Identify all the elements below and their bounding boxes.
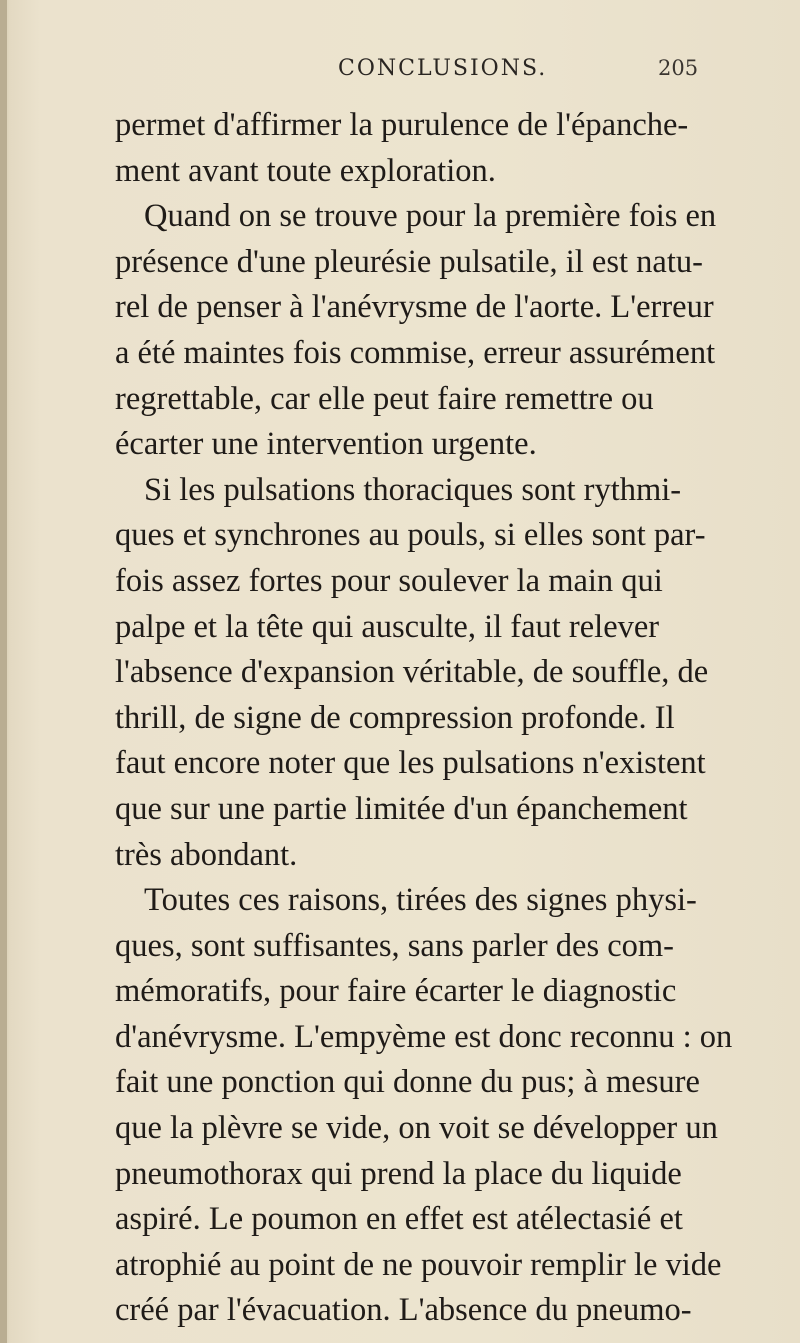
page-header bbox=[0, 56, 800, 90]
text-line: créé par l'évacuation. L'absence du pneumo- bbox=[115, 1292, 692, 1329]
text-line: pneumothorax qui prend la place du liquide bbox=[115, 1155, 682, 1192]
text-line: que sur une partie limitée d'un épanchement bbox=[115, 790, 688, 827]
text-line: ques, sont suffisantes, sans parler des com- bbox=[115, 927, 675, 964]
text-line: faut encore noter que les pulsations n'existent bbox=[115, 745, 706, 782]
text-line: palpe et la tête qui ausculte, il faut relever bbox=[115, 608, 660, 645]
text-line: fois assez fortes pour soulever la main qui bbox=[115, 562, 663, 599]
text-line: fait une ponction qui donne du pus; à mesure bbox=[115, 1064, 700, 1101]
text-line: aspiré. Le poumon en effet est atélectasié et bbox=[115, 1201, 683, 1238]
page-binding-edge bbox=[0, 0, 7, 1343]
text-line: d'anévrysme. L'empyème est donc reconnu : on bbox=[115, 1018, 733, 1055]
text-line: Si les pulsations thoraciques sont rythmi- bbox=[144, 471, 682, 508]
text-line: regrettable, car elle peut faire remettre ou bbox=[115, 380, 654, 417]
text-line: présence d'une pleurésie pulsatile, il est natu- bbox=[115, 243, 703, 280]
page-number: 205 bbox=[658, 56, 699, 80]
text-line: très abondant. bbox=[115, 836, 298, 873]
text-line: l'absence d'expansion véritable, de souffle, de bbox=[115, 654, 709, 691]
text-line: rel de penser à l'anévrysme de l'aorte. L'erreur bbox=[115, 289, 714, 326]
running-title: CONCLUSIONS. bbox=[338, 56, 548, 81]
text-line: permet d'affirmer la purulence de l'épanche- bbox=[115, 107, 689, 143]
text-line: ment avant toute exploration. bbox=[115, 152, 496, 189]
text-line: a été maintes fois commise, erreur assurément bbox=[115, 334, 716, 371]
text-line: Quand on se trouve pour la première fois en bbox=[144, 198, 717, 235]
text-line: thrill, de signe de compression profonde. Il bbox=[115, 699, 675, 736]
text-line: mémoratifs, pour faire écarter le diagnostic bbox=[115, 973, 677, 1010]
text-line: écarter une intervention urgente. bbox=[115, 426, 537, 463]
text-line: Toutes ces raisons, tirées des signes physi- bbox=[144, 882, 697, 919]
text-line: ques et synchrones au pouls, si elles sont par- bbox=[115, 517, 706, 554]
text-line: que la plèvre se vide, on voit se développer un bbox=[115, 1110, 718, 1147]
text-line: atrophié au point de ne pouvoir remplir le vide bbox=[115, 1246, 722, 1283]
body-text bbox=[115, 103, 750, 1334]
